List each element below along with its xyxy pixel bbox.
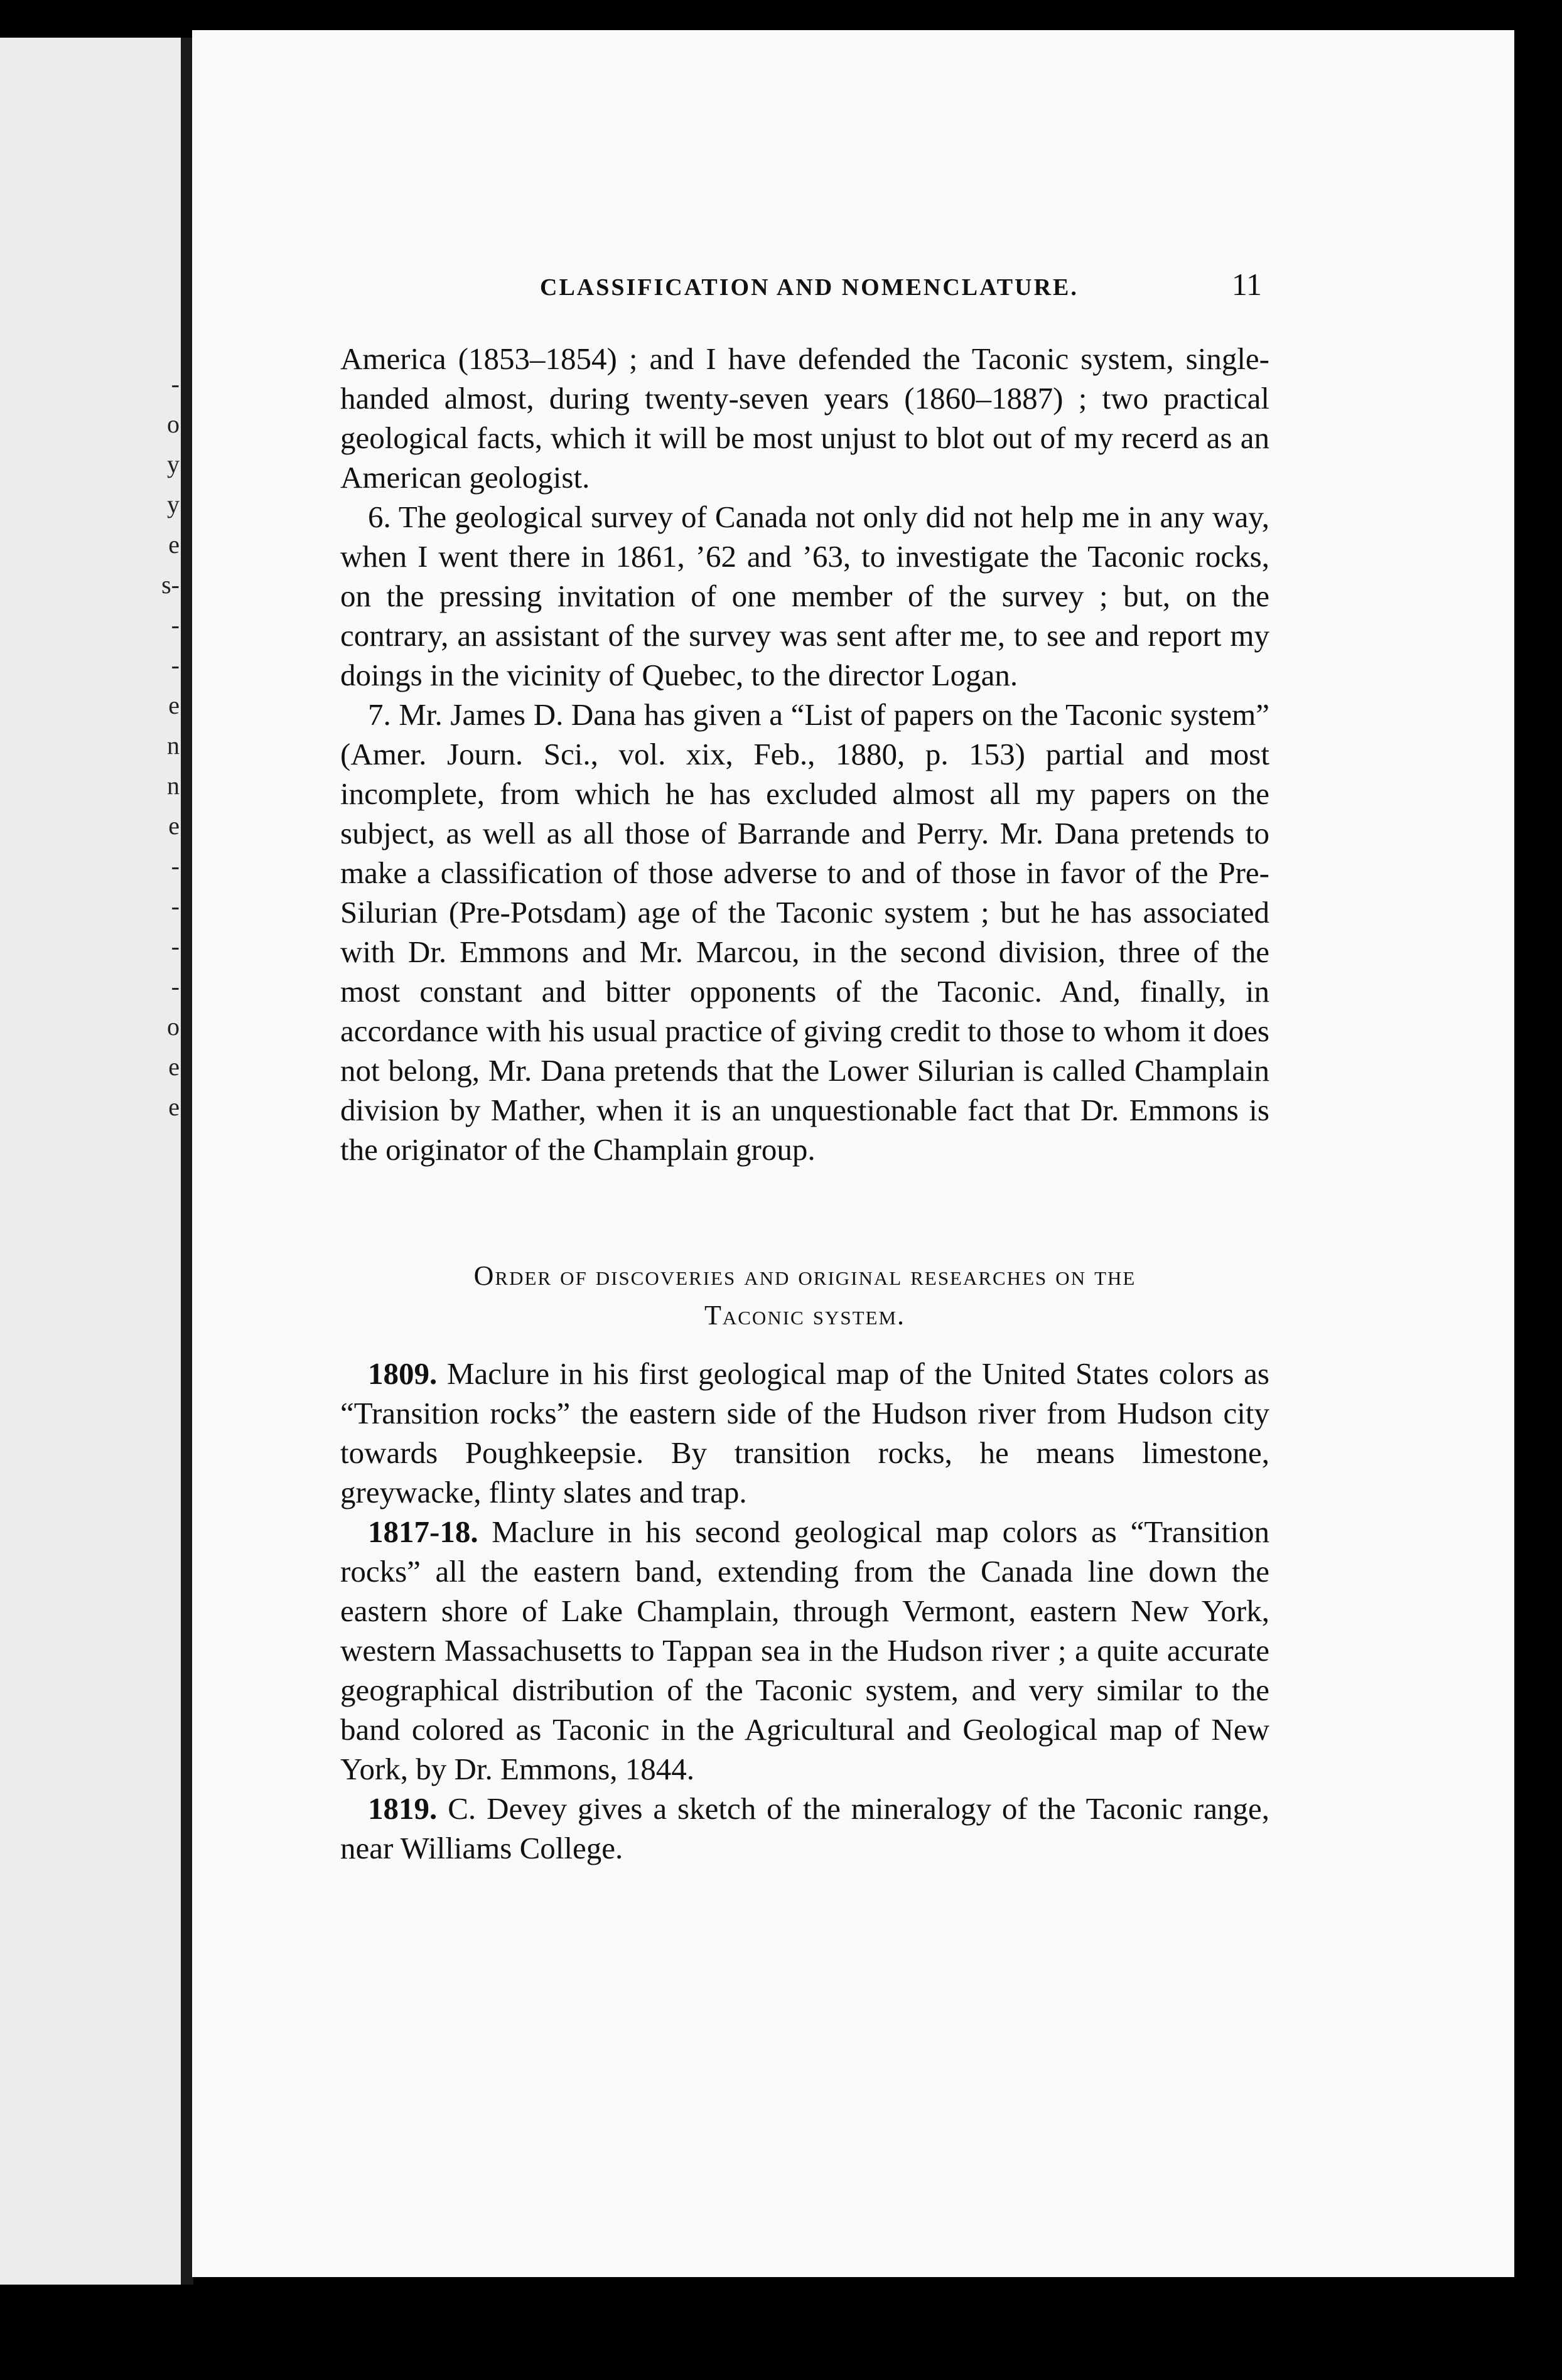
facing-page-char: - (171, 932, 180, 960)
entry-year: 1809. (368, 1356, 438, 1391)
facing-page-char: y (167, 450, 180, 478)
facing-page-edge (0, 38, 188, 2285)
facing-page-char: - (171, 651, 180, 679)
facing-page-char: e (168, 812, 180, 840)
entry-1819 (340, 1789, 1269, 1868)
scan-border (0, 2285, 1562, 2380)
facing-page-char: o (167, 410, 180, 438)
facing-page-char: - (171, 611, 180, 639)
section-title-line-1: Order of discoveries and original researches on the (473, 1260, 1136, 1291)
facing-page-char: s- (161, 571, 180, 599)
page-header (352, 262, 1262, 313)
section-title-line-2: Taconic system. (704, 1300, 906, 1331)
facing-page-char: n (167, 771, 180, 800)
entry-year: 1817-18. (368, 1514, 478, 1549)
entry-1817-18 (340, 1512, 1269, 1789)
entry-text: Maclure in his first geological map of the United States colors as “Transition rocks” the eastern side of the Hudson river from Hudson city towards Poughkeepsie. By transition rocks, he means limestone, greywacke, flinty slates and trap. (340, 1356, 1270, 1509)
paragraph-7: 7. Mr. James D. Dana has given a “List of papers on the Taconic system” (Amer. Journ. Sci., vol. xix, Feb., 1880, p. 153) partial and most incomplete, from which he has excluded almost all my papers on the subject, as well as all those of Barrande and Perry. Mr. Dana pretends to make a classification of those adverse to and of those in favor of the Pre-Silurian (Pre-Potsdam) age of the Taconic system ; but he has associated with Dr. Emmons and Mr. Marcou, in the second division, three of the most constant and bitter opponents of the Taconic. And, finally, in accordance with his usual practice of giving credit to those to whom it does not belong, Mr. Dana pretends that the Lower Silurian is called Champlain division by Mather, when it is an unquestionable fact that Dr. Emmons is the originator of the Champlain group. (340, 697, 1269, 1167)
entry-year: 1819. (368, 1791, 438, 1826)
facing-page-char: e (168, 1093, 180, 1121)
facing-page-char: o (167, 1012, 180, 1041)
book-gutter (181, 38, 193, 2285)
facing-page-char: - (171, 370, 180, 398)
page-number: 11 (1231, 267, 1262, 302)
section-title (340, 1256, 1269, 1335)
paragraph-continued: America (1853–1854) ; and I have defended the Taconic system, single-handed almost, during twenty-seven years (1860–1887) ; two practical geological facts, which it will be most unjust to blot out of my recerd as an American geologist. (340, 341, 1269, 495)
entry-text: Maclure in his second geological map colors as “Transition rocks” all the eastern band, extending from the Canada line down the eastern shore of Lake Champlain, through Vermont, eastern New York, western Massachusetts to Tappan sea in the Hudson river ; a quite accurate geographical distribution of the Taconic system, and very similar to the band colored as Taconic in the Agricultural and Geological map of New York, by Dr. Emmons, 1844. (340, 1514, 1270, 1786)
paragraph-6: 6. The geological survey of Canada not only did not help me in any way, when I went there in 1861, ’62 and ’63, to investigate the Taconic rocks, on the pressing invitation of one member of the survey ; but, on the contrary, an assistant of the survey was sent after me, to see and report my doings in the vicinity of Quebec, to the director Logan. (340, 500, 1269, 692)
running-head: CLASSIFICATION AND NOMENCLATURE. (540, 274, 1079, 301)
facing-page-char: y (167, 490, 180, 518)
facing-page-char: e (168, 1053, 180, 1081)
facing-page-char: e (168, 530, 180, 559)
main-text (340, 339, 1269, 1868)
facing-page-char: e (168, 691, 180, 719)
entry-text: C. Devey gives a sketch of the mineralogy of the Taconic range, near Williams College. (340, 1791, 1269, 1865)
facing-page-text-fragments (154, 364, 180, 1127)
facing-page-char: n (167, 731, 180, 759)
facing-page-char: - (171, 892, 180, 920)
facing-page-char: - (171, 852, 180, 880)
entry-1809 (340, 1354, 1269, 1512)
facing-page-char: - (171, 972, 180, 1000)
